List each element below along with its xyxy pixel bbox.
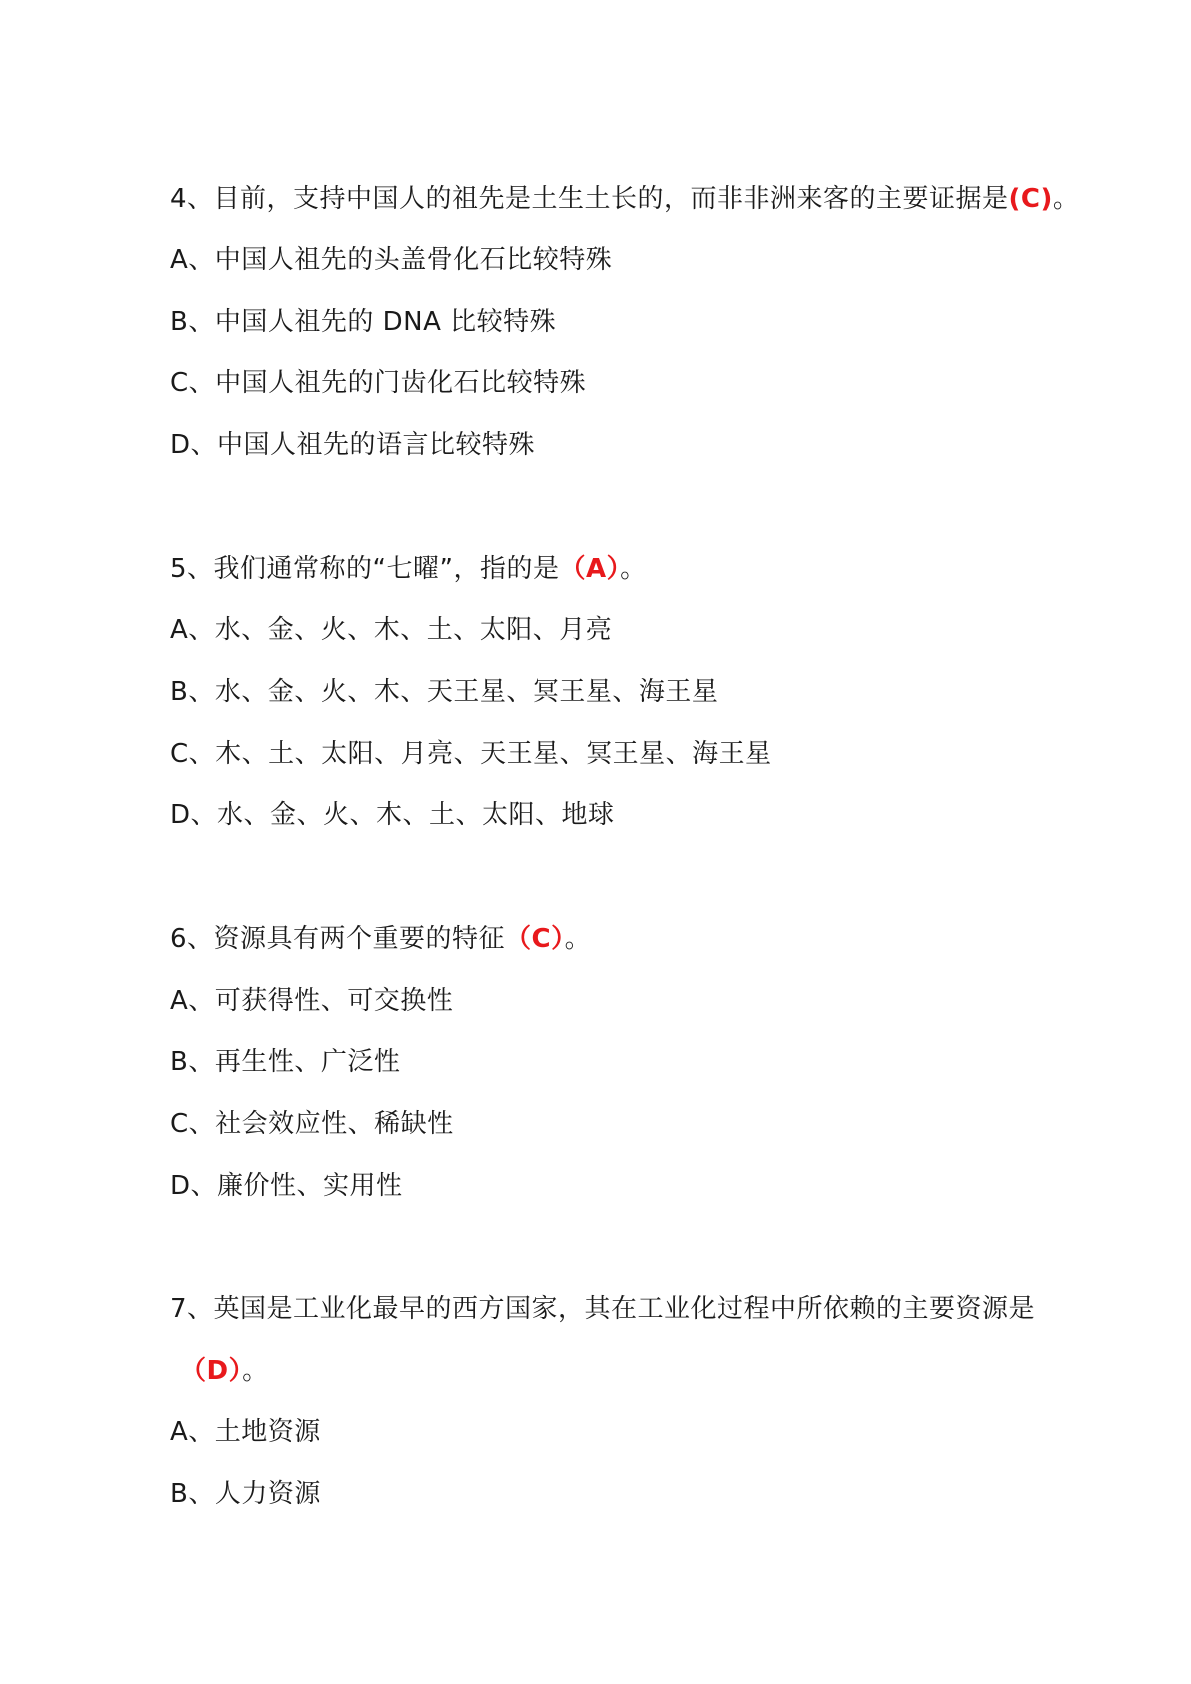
question-6-stem [170,922,591,956]
question-7-answer: （D） [180,1356,243,1386]
question-4-end: 。 [1052,184,1080,214]
question-6-answer: （C） [505,924,565,954]
question-7-answer-line [180,1354,269,1388]
question-5-stem [170,552,647,586]
question-5-option-a: A、水、金、火、木、土、太阳、月亮 [170,615,613,645]
question-4-answer: (C) [1008,184,1053,214]
question-4-stem [170,182,1079,216]
question-4-option-d: D、中国人祖先的语言比较特殊 [170,430,536,460]
question-7-option-b: B、人力资源 [170,1479,321,1509]
question-5-answer: （A） [559,554,621,584]
question-4-option-a: A、中国人祖先的头盖骨化石比较特殊 [170,245,613,275]
question-6-option-d: D、廉价性、实用性 [170,1171,403,1201]
question-6-option-a: A、可获得性、可交换性 [170,986,454,1016]
question-5-option-c: C、木、土、太阳、月亮、天王星、冥王星、海王星 [170,739,772,769]
question-4-option-c: C、中国人祖先的门齿化石比较特殊 [170,368,587,398]
question-7-option-a: A、土地资源 [170,1417,321,1447]
question-6-text: 6、资源具有两个重要的特征 [170,924,506,954]
question-5-text: 5、我们通常称的“七曜”，指的是 [170,554,560,584]
question-7-end: 。 [242,1356,269,1386]
question-6-end: 。 [564,924,592,954]
question-7-stem: 7、英国是工业化最早的西方国家，其在工业化过程中所依赖的主要资源是 [170,1294,1036,1324]
question-4-option-b: B、中国人祖先的 DNA 比较特殊 [170,307,557,337]
question-5-option-b: B、水、金、火、木、天王星、冥王星、海王星 [170,677,719,707]
question-4-text: 4、目前，支持中国人的祖先是土生土长的，而非非洲来客的主要证据是 [170,184,1009,214]
question-6-option-b: B、再生性、广泛性 [170,1047,401,1077]
question-5-option-d: D、水、金、火、木、土、太阳、地球 [170,800,615,830]
question-6-option-c: C、社会效应性、稀缺性 [170,1109,454,1139]
question-5-end: 。 [620,554,647,584]
